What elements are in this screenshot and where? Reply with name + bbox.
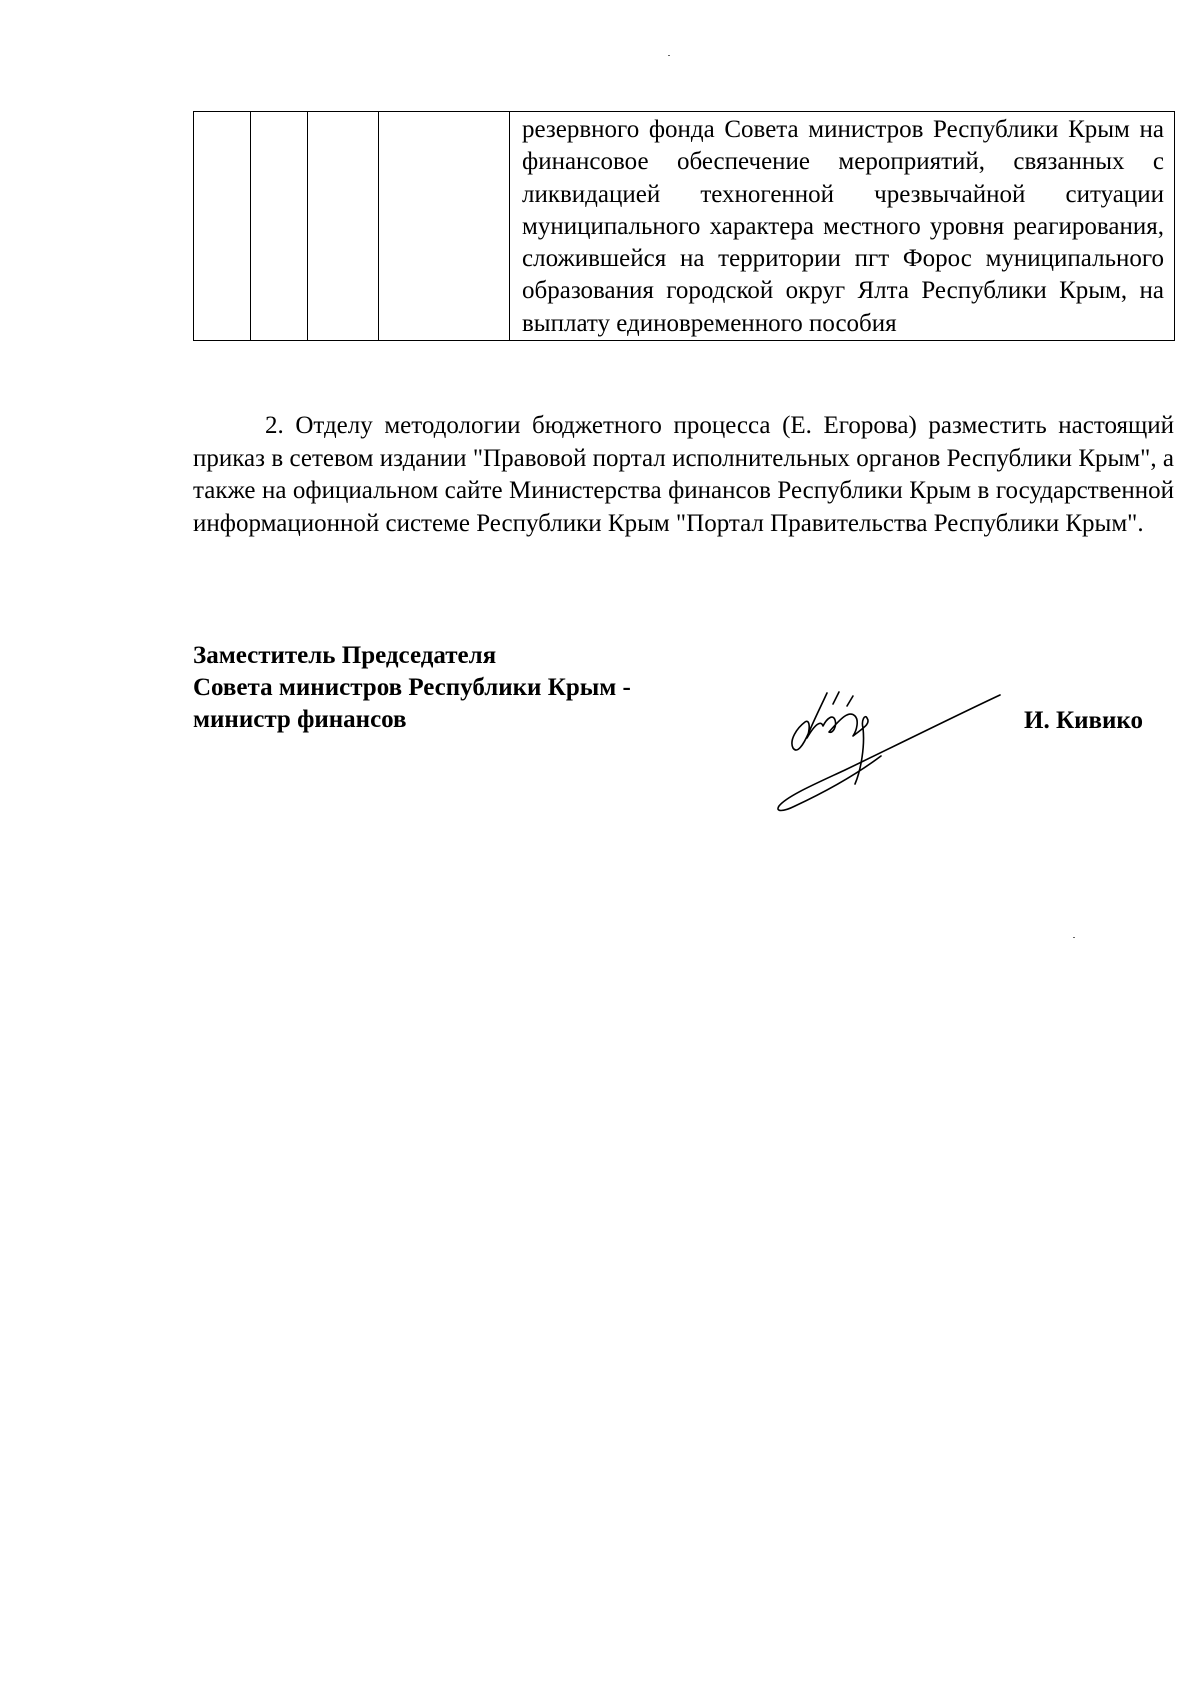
signatory-position-line: министр финансов <box>193 706 407 733</box>
table-cell-empty <box>251 112 308 341</box>
table-cell-empty <box>379 112 510 341</box>
signatory-position <box>193 640 753 736</box>
table-cell-empty <box>194 112 251 341</box>
paragraph-2: 2. Отделу методологии бюджетного процесса (Е. Егорова) разместить настоящий приказ в сетевом издании "Правовой портал исполнительных органов Республики Крым", а также на официальном сайте Министерства финансов Республики Крым в государственной информационной системе Республики Крым "Портал Правительства Республики Крым". <box>193 412 1174 537</box>
signatory-name: И. Кивико <box>1024 707 1143 734</box>
table-row <box>194 112 1175 341</box>
scan-speck <box>668 55 670 56</box>
signatory-position-line: Совета министров Республики Крым - <box>193 674 631 701</box>
handwritten-signature <box>775 688 1015 818</box>
table-cell-purpose: резервного фонда Совета министров Республики Крым на финансовое обеспечение мероприятий, связанных с ликвидацией техногенной чрезвычайной ситуации муниципального характера местного уровня реагирования, сложившейся на территории пгт Форос муниципального образования городской округ Ялта Республики Крым, на выплату единовременного пособия <box>510 112 1175 341</box>
scan-speck <box>1073 937 1075 938</box>
funds-table <box>193 111 1175 341</box>
table-cell-empty <box>308 112 379 341</box>
signatory-position-line: Заместитель Председателя <box>193 642 497 669</box>
